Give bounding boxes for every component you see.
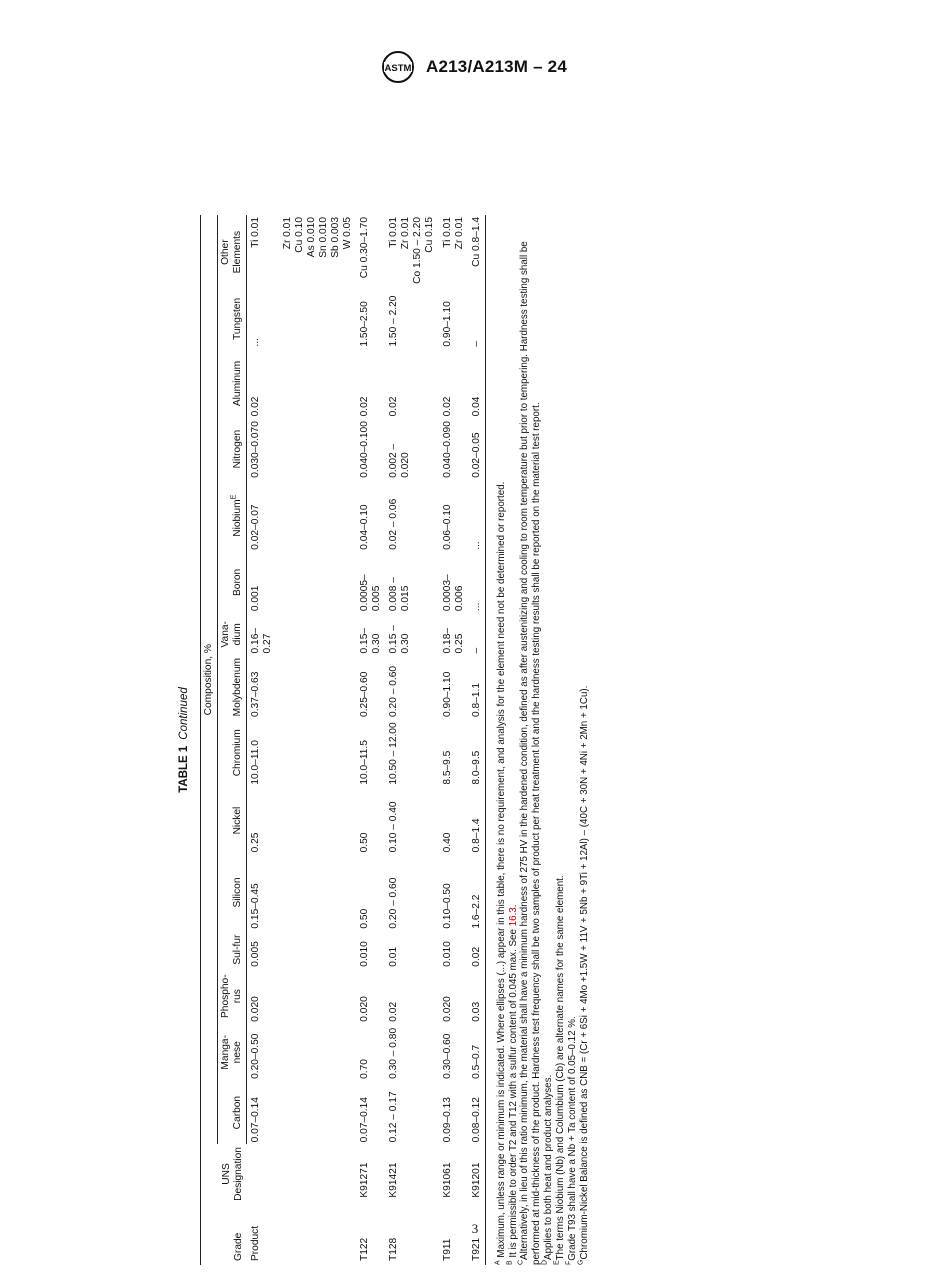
footnote: $^D$Applies to both heat and product analyses. xyxy=(542,1074,555,1265)
col-chromium: Chromium xyxy=(218,719,247,787)
cell-tungsten: 1.50–2.50 xyxy=(359,301,371,347)
cell-other-elements xyxy=(439,215,468,289)
cell-phosphorus: 0.020 xyxy=(250,996,262,1022)
cell-sulfur: 0.010 xyxy=(359,941,371,967)
cell-vanadium: – xyxy=(470,647,482,654)
cell-uns: K91271 xyxy=(359,1162,371,1198)
cell-nickel: 0.10 – 0.40 xyxy=(388,801,400,853)
other-element: Co 1.50 – 2.20 xyxy=(412,217,424,284)
cell-molybdenum: 0.25–0.60 xyxy=(359,671,371,717)
cell-uns xyxy=(247,1144,357,1203)
other-element: As 0.010 xyxy=(306,217,318,258)
other-element: Cu 0.30–1.70 xyxy=(359,217,371,279)
cell-other-elements xyxy=(385,215,438,289)
table-number: TABLE 1 xyxy=(178,745,191,793)
cell-vanadium: 0.18–0.25 xyxy=(441,627,465,654)
cell-chromium: 8.0–9.5 xyxy=(470,750,482,785)
cell-nitrogen: 0.030–0.070 xyxy=(250,421,262,478)
cell-niobium: 0.02 – 0.06 xyxy=(388,498,400,550)
table-row xyxy=(385,215,438,1265)
col-other: Other Elements xyxy=(218,215,247,289)
standard-designation: A213/A213M – 24 xyxy=(426,57,567,76)
rotated-table-block xyxy=(170,215,690,1265)
cell-nitrogen: 0.02–0.05 xyxy=(470,432,482,478)
cell-manganese: 0.30–0.60 xyxy=(441,1033,453,1079)
other-element: Cu 0.10 xyxy=(294,217,306,253)
cell-silicon: 0.10–0.50 xyxy=(441,883,453,929)
cell-other-elements xyxy=(356,215,385,289)
col-vanadium: Vana-dium xyxy=(218,613,247,655)
cell-boron: 0.0003–0.006 xyxy=(441,574,465,612)
cell-aluminum: 0.04 xyxy=(470,396,482,417)
cell-tungsten: ... xyxy=(250,338,262,347)
cell-carbon: 0.07–0.14 xyxy=(359,1097,371,1143)
footnote: $^E$The terms Niobium (Nb) and Columbium (Cb) are alternate names for the same element. xyxy=(554,875,567,1265)
cell-uns: K91421 xyxy=(388,1162,400,1198)
cell-uns: K91201 xyxy=(470,1162,482,1198)
cell-chromium: 10.0–11.5 xyxy=(359,740,371,785)
composition-table xyxy=(200,215,486,1265)
cell-uns: K91061 xyxy=(441,1162,453,1198)
other-element: Zr 0.01 xyxy=(400,217,412,250)
col-manganese: Manga-nese xyxy=(218,1024,247,1081)
cell-boron: 0.001 xyxy=(250,585,262,612)
astm-logo-icon xyxy=(380,50,416,84)
footnote: $^B$ It is permissible to order T2 and T12 with a sulfur content of 0.045 max. See 16.3. xyxy=(506,904,519,1265)
cell-tungsten: – xyxy=(470,340,482,347)
cell-sulfur: 0.010 xyxy=(441,941,453,967)
cell-grade: T921 xyxy=(470,1237,482,1261)
cell-chromium: 8.5–9.5 xyxy=(441,750,453,785)
cell-manganese: 0.5–0.7 xyxy=(470,1044,482,1079)
cell-manganese: 0.20–0.50 xyxy=(250,1033,262,1079)
table-row xyxy=(356,215,385,1265)
table-continued: Continued xyxy=(178,687,191,740)
page-number: 3 xyxy=(471,1221,479,1236)
composition-header: Composition, % xyxy=(201,215,218,1144)
other-element: W 0.05 xyxy=(342,217,354,250)
other-element: Ti 0.01 xyxy=(250,217,262,248)
other-element: Ti 0.01 xyxy=(441,217,453,248)
page-header xyxy=(380,50,567,84)
table-row xyxy=(468,215,486,1265)
cell-aluminum: 0.02 xyxy=(441,396,453,417)
cell-sulfur: 0.01 xyxy=(388,946,400,967)
other-element: Ti 0.01 xyxy=(388,217,400,248)
footnote: $^F$Grade T93 shall have a Nb + Ta content of 0.05–0.12 %. xyxy=(565,1016,579,1265)
cell-tungsten: 0.90–1.10 xyxy=(441,301,453,347)
cell-aluminum: 0.02 xyxy=(388,396,400,417)
cell-silicon: 0.15–0.45 xyxy=(250,883,262,929)
cell-manganese: 0.70 xyxy=(359,1059,371,1079)
cell-nickel: 0.8–1.4 xyxy=(470,818,482,853)
cell-molybdenum: 0.20 – 0.60 xyxy=(388,665,400,717)
other-element: Sb 0.003 xyxy=(330,217,342,258)
footnote: $^C$Alternatively, in lieu of this ratio minimum, the material shall have a minimum hardness of 275 HV in the hardened condition, defined as after austenitizing and cooling to room temperature but prior to tempering. Hardness testing shall be performed at mid-thickness of the product. Hardness test frequency shall be two samples of product per heat treatment lot and the hardness testing results shall be reported on the material test report. xyxy=(518,241,543,1265)
cell-carbon: 0.09–0.13 xyxy=(441,1097,453,1143)
cell-phosphorus: 0.02 xyxy=(388,1001,400,1022)
cell-chromium: 10.0–11.0 xyxy=(250,740,262,785)
cell-grade: Product xyxy=(249,1225,261,1261)
cell-nickel: 0.25 xyxy=(250,832,262,853)
table-footnotes xyxy=(496,215,592,1265)
other-element: Zr 0.01 xyxy=(453,217,465,250)
col-molybdenum: Molybdenum xyxy=(218,655,247,719)
cell-silicon: 0.20 – 0.60 xyxy=(388,877,400,929)
cell-phosphorus: 0.020 xyxy=(441,996,453,1022)
cell-nitrogen: 0.040–0.090 xyxy=(441,421,453,478)
cell-carbon: 0.07–0.14 xyxy=(250,1097,262,1143)
cell-nitrogen: 0.002 – 0.020 xyxy=(388,443,412,478)
cell-other-elements xyxy=(247,215,357,289)
cell-grade: T122 xyxy=(359,1237,371,1261)
section-reference-link[interactable]: 16.3 xyxy=(507,907,519,927)
cell-vanadium: 0.15 – 0.30 xyxy=(388,625,412,654)
astm-logo-text: ASTM xyxy=(384,63,412,74)
other-element: Cu 0.15 xyxy=(424,217,436,253)
cell-boron: 0.0005–0.005 xyxy=(359,574,383,612)
cell-vanadium: 0.16–0.27 xyxy=(250,627,274,654)
cell-niobium: 0.04–0.10 xyxy=(359,504,371,550)
table-row xyxy=(247,215,357,1265)
col-boron: Boron xyxy=(218,552,247,613)
col-niobium-label: Niobium xyxy=(232,499,244,537)
col-phosphorus: Phospho-rus xyxy=(218,969,247,1024)
col-uns: UNS Designation xyxy=(220,1147,244,1201)
cell-other-elements xyxy=(468,215,486,289)
col-aluminum: Aluminum xyxy=(218,349,247,419)
cell-boron: 0.008 – 0.015 xyxy=(388,577,412,612)
cell-grade: T911 xyxy=(441,1238,453,1261)
cell-nickel: 0.50 xyxy=(359,832,371,853)
cell-molybdenum: 0.37–0.63 xyxy=(250,671,262,717)
col-niobium xyxy=(218,480,247,552)
col-carbon: Carbon xyxy=(218,1081,247,1145)
cell-phosphorus: 0.020 xyxy=(359,996,371,1022)
cell-tungsten: 1.50 – 2.20 xyxy=(388,295,400,347)
cell-boron: ... xyxy=(470,602,482,612)
cell-nitrogen: 0.040–0.100 xyxy=(359,421,371,478)
col-nickel: Nickel xyxy=(218,787,247,855)
cell-silicon: 1.6–2.2 xyxy=(470,894,482,929)
cell-silicon: 0.50 xyxy=(359,908,371,929)
col-silicon: Silicon xyxy=(218,854,247,930)
cell-manganese: 0.30 – 0.80 xyxy=(388,1027,400,1079)
cell-sulfur: 0.02 xyxy=(470,946,482,967)
cell-aluminum: 0.02 xyxy=(250,396,262,417)
other-element: Cu 0.8–1.4 xyxy=(470,217,482,267)
cell-nickel: 0.40 xyxy=(441,832,453,853)
cell-aluminum: 0.02 xyxy=(359,396,371,417)
cell-phosphorus: 0.03 xyxy=(470,1001,482,1022)
footnote: $^A$ Maximum, unless range or minimum is indicated. Where ellipses (...) appear in this table, there is no requirement, and analysis for the element need not be determined or reported. xyxy=(494,481,507,1265)
col-nitrogen: Nitrogen xyxy=(218,418,247,479)
col-grade: Grade xyxy=(232,1232,244,1261)
cell-grade: T128 xyxy=(388,1237,400,1261)
footnote: $^G$Chromium-Nickel Balance is defined as CNB = (Cr + 6Si + 4Mo +1.5W + 11V + 5Nb + 9Ti + 12Al) – (40C + 30N + 4Ni + 2Mn + 1Cu). xyxy=(577,685,591,1265)
cell-niobium: 0.06–0.10 xyxy=(441,504,453,550)
cell-niobium: ... xyxy=(470,541,482,550)
cell-carbon: 0.08–0.12 xyxy=(470,1097,482,1143)
table-row xyxy=(439,215,468,1265)
cell-sulfur: 0.005 xyxy=(250,941,262,967)
cell-molybdenum: 0.8–1.1 xyxy=(470,682,482,717)
cell-vanadium: 0.15–0.30 xyxy=(359,627,383,654)
table-caption xyxy=(170,215,200,1265)
cell-molybdenum: 0.90–1.10 xyxy=(441,671,453,717)
niobium-note-mark: E xyxy=(230,494,238,500)
cell-niobium: 0.02–0.07 xyxy=(250,504,262,550)
col-tungsten: Tungsten xyxy=(218,289,247,348)
cell-chromium: 10.50 – 12.00 xyxy=(388,722,400,785)
other-element: Sn 0.010 xyxy=(318,217,330,258)
other-element: Zr 0.01 xyxy=(282,217,294,250)
cell-carbon: 0.12 – 0.17 xyxy=(388,1091,400,1143)
col-sulfur: Sul-fur xyxy=(218,931,247,969)
